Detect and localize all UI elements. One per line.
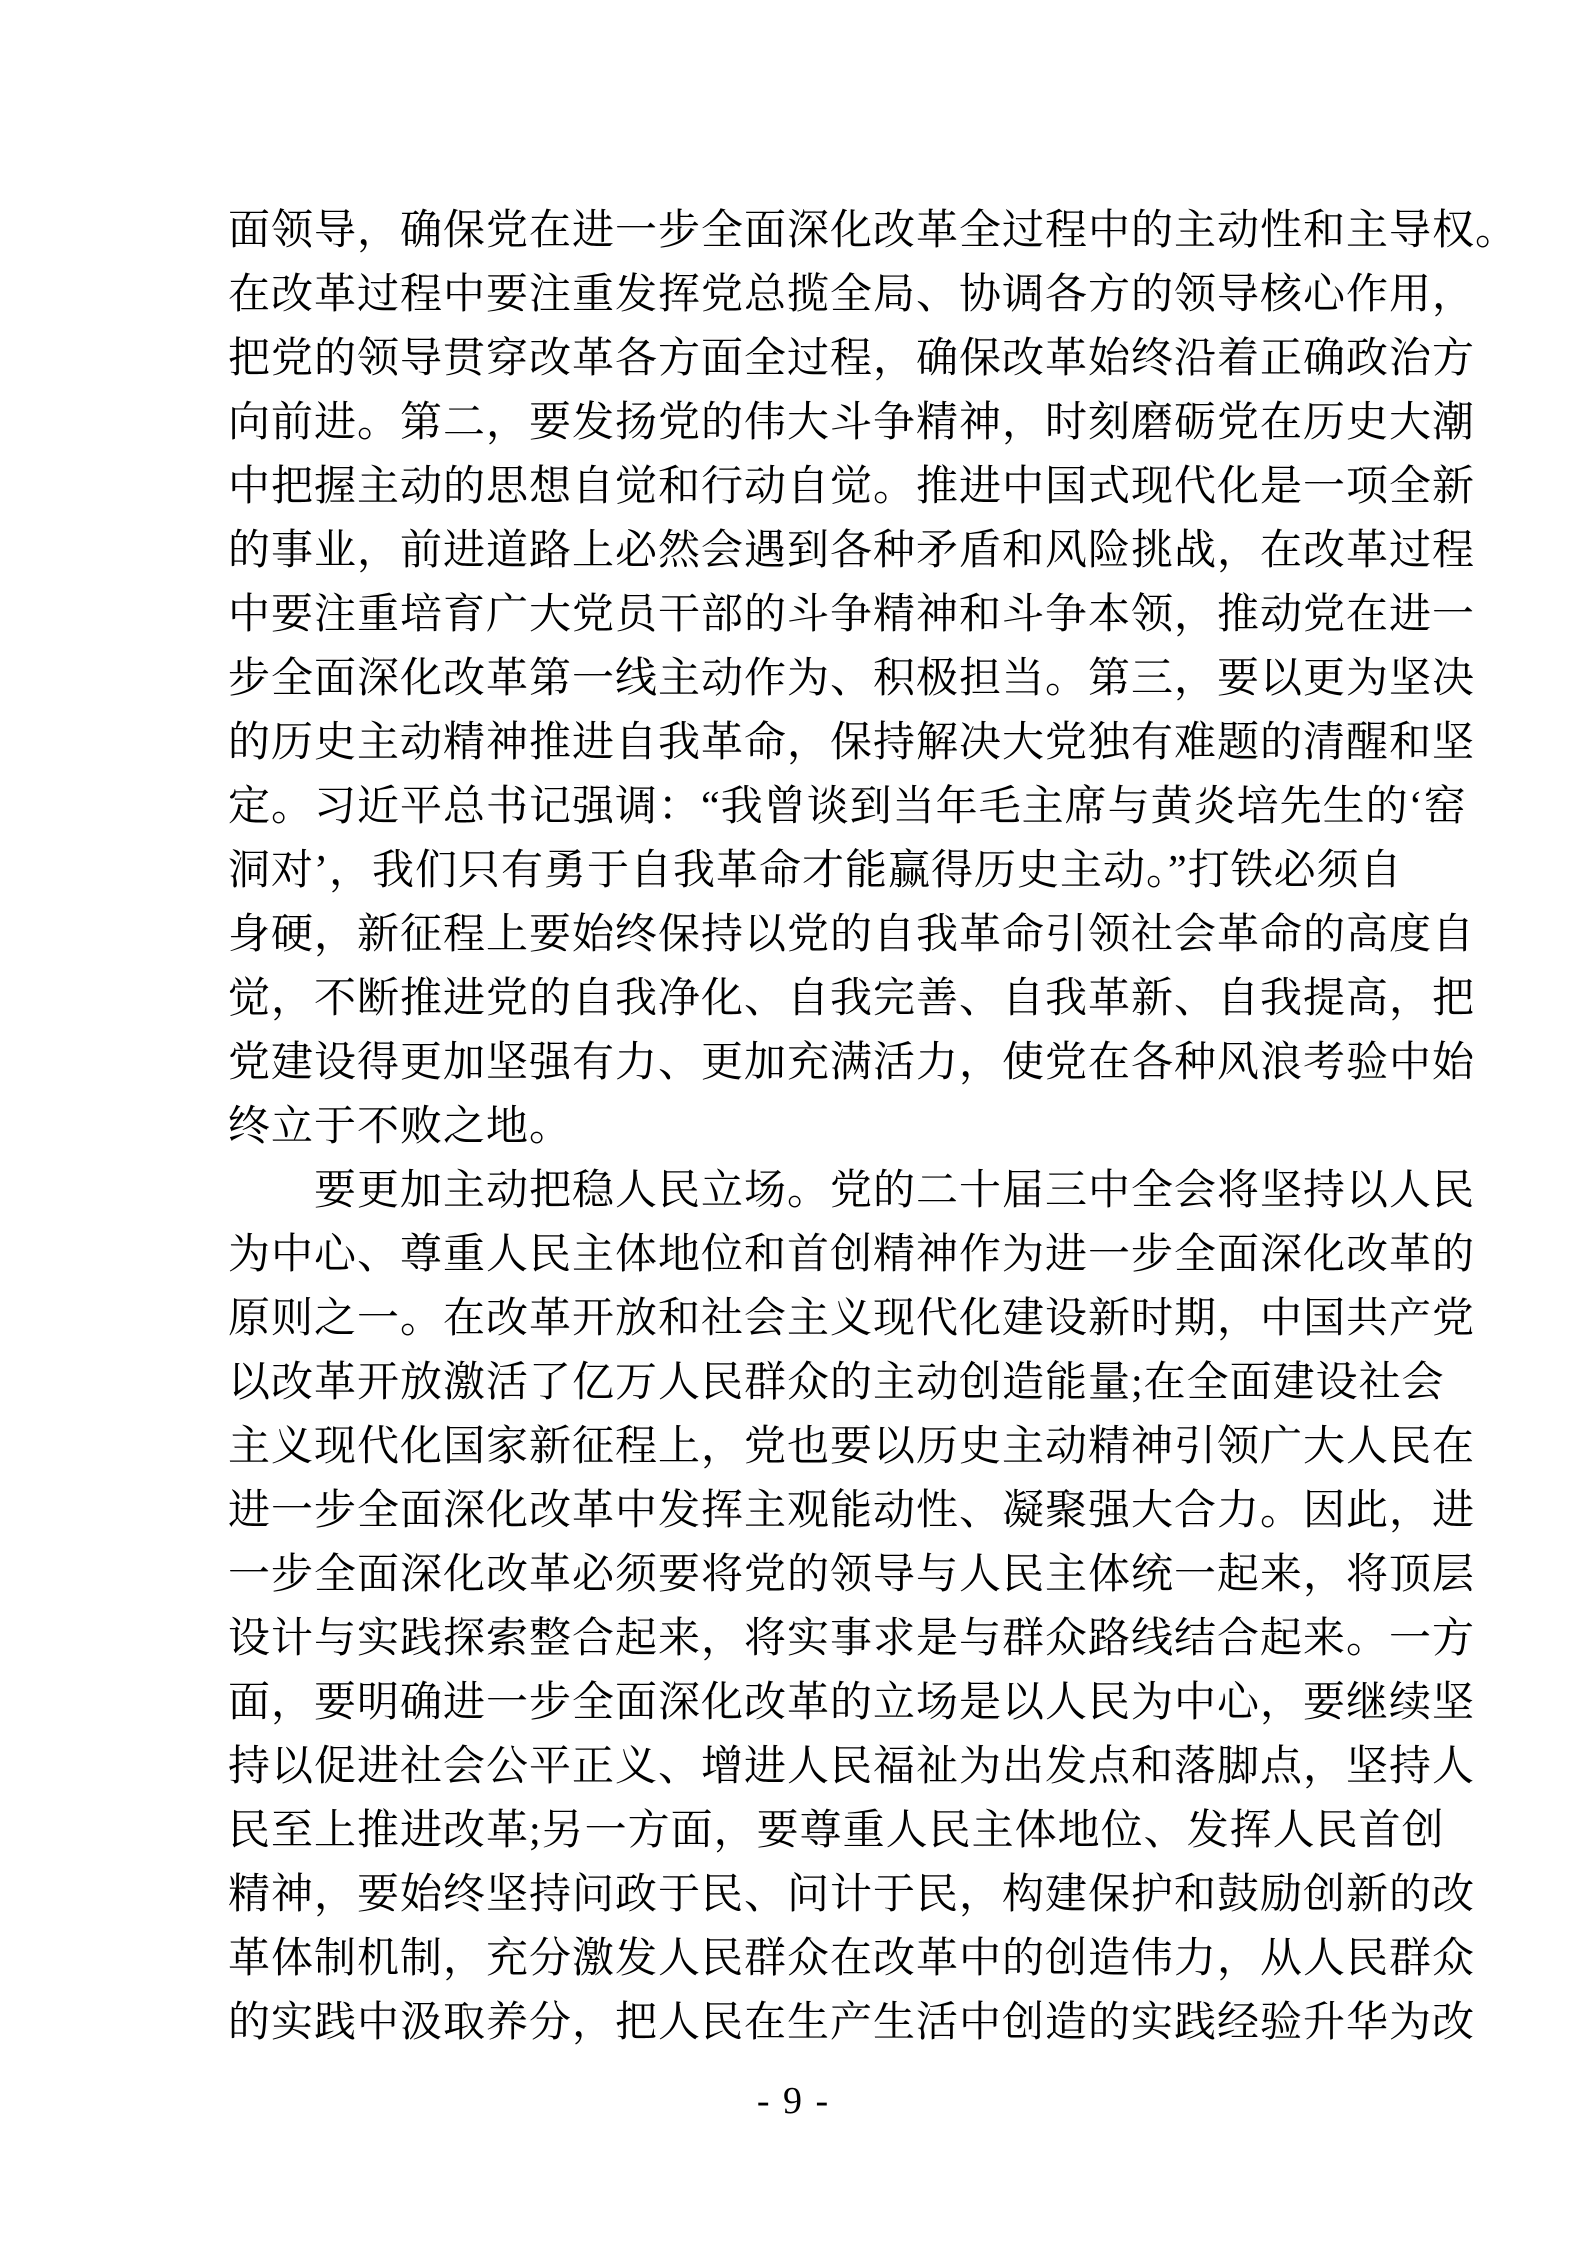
- text-line: 党建设得更加坚强有力、更加充满活力，使党在各种风浪考验中始: [228, 1040, 1476, 1086]
- text-line: 向前进。第二，要发扬党的伟大斗争精神，时刻磨砺党在历史大潮: [228, 400, 1476, 446]
- page-number: - 9 -: [756, 2080, 831, 2122]
- text-line: 主义现代化国家新征程上，党也要以历史主动精神引领广大人民在: [228, 1424, 1476, 1470]
- text-line: 步全面深化改革第一线主动作为、积极担当。第三，要以更为坚决: [228, 656, 1476, 702]
- text-line: 中把握主动的思想自觉和行动自觉。推进中国式现代化是一项全新: [228, 464, 1476, 510]
- text-line: 身硬，新征程上要始终保持以党的自我革命引领社会革命的高度自: [228, 912, 1476, 958]
- text-line: 面，要明确进一步全面深化改革的立场是以人民为中心，要继续坚: [228, 1680, 1476, 1726]
- text-line: 把党的领导贯穿改革各方面全过程，确保改革始终沿着正确政治方: [228, 336, 1476, 382]
- text-line: 要更加主动把稳人民立场。党的二十届三中全会将坚持以人民: [314, 1168, 1476, 1214]
- text-line: 在改革过程中要注重发挥党总揽全局、协调各方的领导核心作用，: [228, 272, 1476, 318]
- text-line: 洞对’，我们只有勇于自我革命才能赢得历史主动。”打铁必须自: [228, 848, 1403, 894]
- text-line: 为中心、尊重人民主体地位和首创精神作为进一步全面深化改革的: [228, 1232, 1476, 1278]
- text-line: 的历史主动精神推进自我革命，保持解决大党独有难题的清醒和坚: [228, 720, 1476, 766]
- text-line: 的实践中汲取养分，把人民在生产生活中创造的实践经验升华为改: [228, 2000, 1476, 2046]
- text-line: 定。习近平总书记强调：“我曾谈到当年毛主席与黄炎培先生的‘窑: [228, 784, 1467, 830]
- text-line: 以改革开放激活了亿万人民群众的主动创造能量;在全面建设社会: [228, 1360, 1445, 1406]
- text-line: 设计与实践探索整合起来，将实事求是与群众路线结合起来。一方: [228, 1616, 1476, 1662]
- text-line: 持以促进社会公平正义、增进人民福祉为出发点和落脚点，坚持人: [228, 1744, 1476, 1790]
- text-line: 的事业，前进道路上必然会遇到各种矛盾和风险挑战，在改革过程: [228, 528, 1476, 574]
- text-line: 觉，不断推进党的自我净化、自我完善、自我革新、自我提高，把: [228, 976, 1476, 1022]
- text-line: 面领导，确保党在进一步全面深化改革全过程中的主动性和主导权。: [228, 208, 1519, 254]
- text-line: 精神，要始终坚持问政于民、问计于民，构建保护和鼓励创新的改: [228, 1872, 1476, 1918]
- text-line: 民至上推进改革;另一方面，要尊重人民主体地位、发挥人民首创: [228, 1808, 1445, 1854]
- text-line: 一步全面深化改革必须要将党的领导与人民主体统一起来，将顶层: [228, 1552, 1476, 1598]
- text-line: 进一步全面深化改革中发挥主观能动性、凝聚强大合力。因此，进: [228, 1488, 1476, 1534]
- text-line: 革体制机制，充分激发人民群众在改革中的创造伟力，从人民群众: [228, 1936, 1476, 1982]
- body-text-block: [228, 199, 1524, 2055]
- text-line: 终立于不败之地。: [228, 1104, 573, 1150]
- text-line: 原则之一。在改革开放和社会主义现代化建设新时期，中国共产党: [228, 1296, 1476, 1342]
- text-line: 中要注重培育广大党员干部的斗争精神和斗争本领，推动党在进一: [228, 592, 1476, 638]
